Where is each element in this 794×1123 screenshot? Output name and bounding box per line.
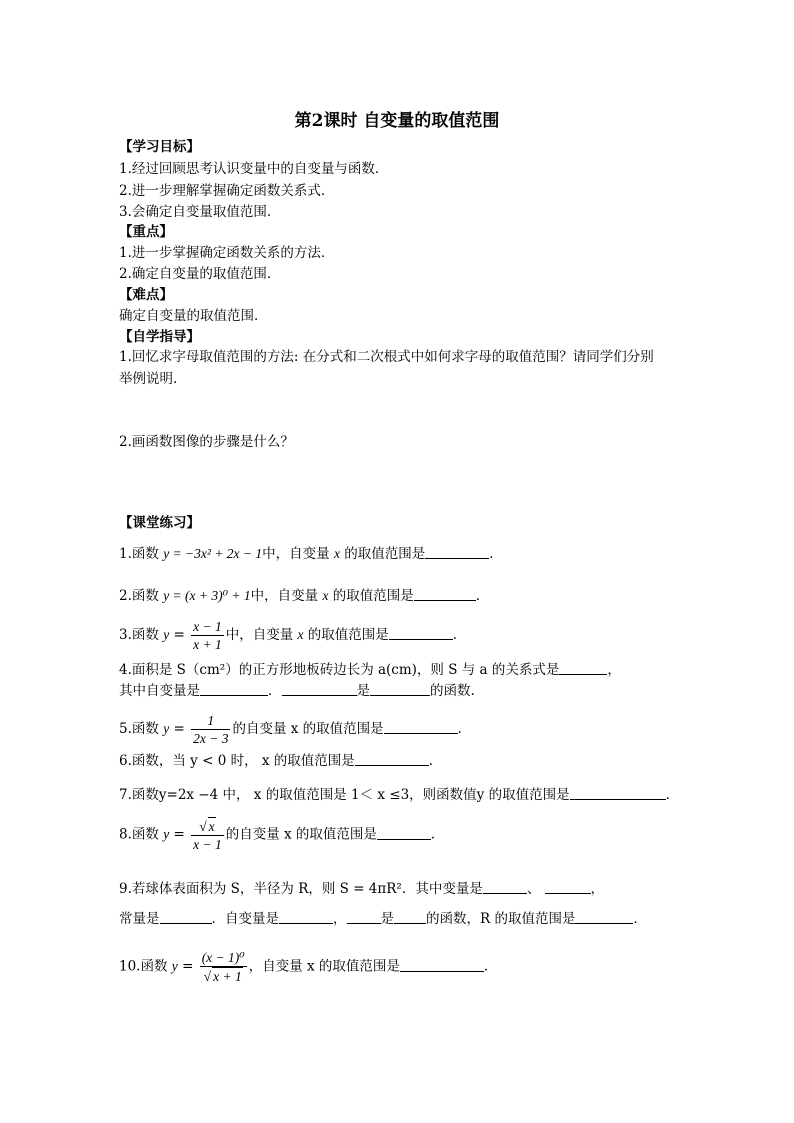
radical-sign: √	[199, 819, 207, 834]
practice-question-9-line-1: 9.若球体表面积为 S，半径为 R，则 S = 4πR²．其中变量是 、 ，	[119, 881, 605, 897]
practice-question-5: 5.函数 y = $\frac{1}{2x - 3}$ 的自变量 x 的取值范围是 ．	[119, 713, 472, 746]
difficult-item-1: 确定自变量的取值范围．	[119, 308, 268, 324]
answer-blank[interactable]	[279, 910, 333, 924]
answer-blank[interactable]	[282, 682, 357, 696]
formula: y = −3x² + 2x − 1	[163, 546, 263, 561]
answer-blank[interactable]	[545, 880, 591, 894]
fraction: $\frac{\text{(x − 1)⁰}}{√ x + 1}$	[201, 950, 245, 984]
answer-blank[interactable]	[483, 880, 527, 894]
answer-blank[interactable]	[347, 910, 381, 924]
answer-blank[interactable]	[400, 958, 484, 972]
page-title: 第2课时 自变量的取值范围	[294, 111, 500, 131]
answer-blank[interactable]	[425, 545, 489, 559]
answer-blank[interactable]	[559, 661, 607, 675]
goal-item-2: 2.进一步理解掌握确定函数关系式．	[119, 183, 335, 199]
answer-blank[interactable]	[575, 910, 633, 924]
answer-blank[interactable]	[160, 910, 212, 924]
answer-blank[interactable]	[200, 682, 268, 696]
key-item-1: 1.进一步掌握确定函数关系的方法．	[119, 245, 335, 261]
fraction: $\frac{1}{2x - 3}$	[193, 713, 229, 746]
guide-heading: 【自学指导】	[119, 329, 200, 345]
answer-blank[interactable]	[570, 786, 666, 800]
key-heading: 【重点】	[119, 224, 173, 240]
practice-question-7: 7.函数y=2x −4 中， x 的取值范围是 1＜ x ≤3，则函数值y 的取值范围是 ．	[119, 787, 680, 803]
answer-blank[interactable]	[414, 587, 476, 601]
practice-question-9-line-2: 常量是 ．自变量是 ， 是 的函数，R 的取值范围是 ．	[119, 911, 647, 927]
goal-item-3: 3.会确定自变量取值范围．	[119, 204, 281, 220]
practice-heading: 【课堂练习】	[119, 515, 200, 531]
guide-question-2: 2.画函数图像的步骤是什么？	[119, 434, 294, 450]
practice-question-4-line-1: 4.面积是 S（cm²）的正方形地板砖边长为 a(cm)，则 S 与 a 的关系式是 ，	[119, 662, 621, 678]
answer-blank[interactable]	[370, 682, 430, 696]
radical-sign: √	[203, 969, 212, 984]
answer-blank[interactable]	[384, 720, 458, 734]
practice-question-1: 1.函数 y = −3x² + 2x − 1中，自变量 x 的取值范围是 ．	[119, 546, 503, 562]
formula: y = (x + 3)⁰ + 1	[163, 588, 251, 603]
guide-question-1-line-2: 举例说明.	[119, 371, 178, 387]
fraction: $\frac{√ x}{x - 1}$	[193, 819, 222, 852]
key-item-2: 2.确定自变量的取值范围．	[119, 266, 281, 282]
answer-blank[interactable]	[377, 826, 431, 840]
fraction: $\frac{x - 1}{x + 1}$	[193, 619, 222, 652]
answer-blank[interactable]	[355, 752, 429, 766]
practice-question-4-line-2: 其中自变量是 ． 是 的函数.	[119, 683, 475, 699]
practice-question-8: 8.函数 y = $\frac{√ x}{x - 1}$ 的自变量 x 的取值范围是 ．	[119, 819, 445, 852]
practice-question-10: 10.函数 y = $\frac{\text{(x − 1)⁰}}{√ x + 1}$ ，自变量 x 的取值范围是 ．	[119, 950, 498, 984]
practice-question-6: 6.函数，当 y < 0 时， x 的取值范围是 ．	[119, 753, 443, 769]
practice-question-2: 2.函数 y = (x + 3)⁰ + 1中，自变量 x 的取值范围是 ．	[119, 588, 490, 604]
guide-question-1-line-1: 1.回忆求字母取值范围的方法: 在分式和二次根式中如何求字母的取值范围？请同学们分别	[119, 349, 654, 365]
goals-heading: 【学习目标】	[119, 139, 200, 155]
answer-blank[interactable]	[389, 626, 453, 640]
goal-item-1: 1.经过回顾思考认识变量中的自变量与函数．	[119, 161, 389, 177]
practice-question-3: 3.函数 y = $\frac{x - 1}{x + 1}$ 中，自变量 x 的取值范围是 ．	[119, 619, 467, 652]
difficult-heading: 【难点】	[119, 287, 173, 303]
answer-blank[interactable]	[394, 910, 426, 924]
